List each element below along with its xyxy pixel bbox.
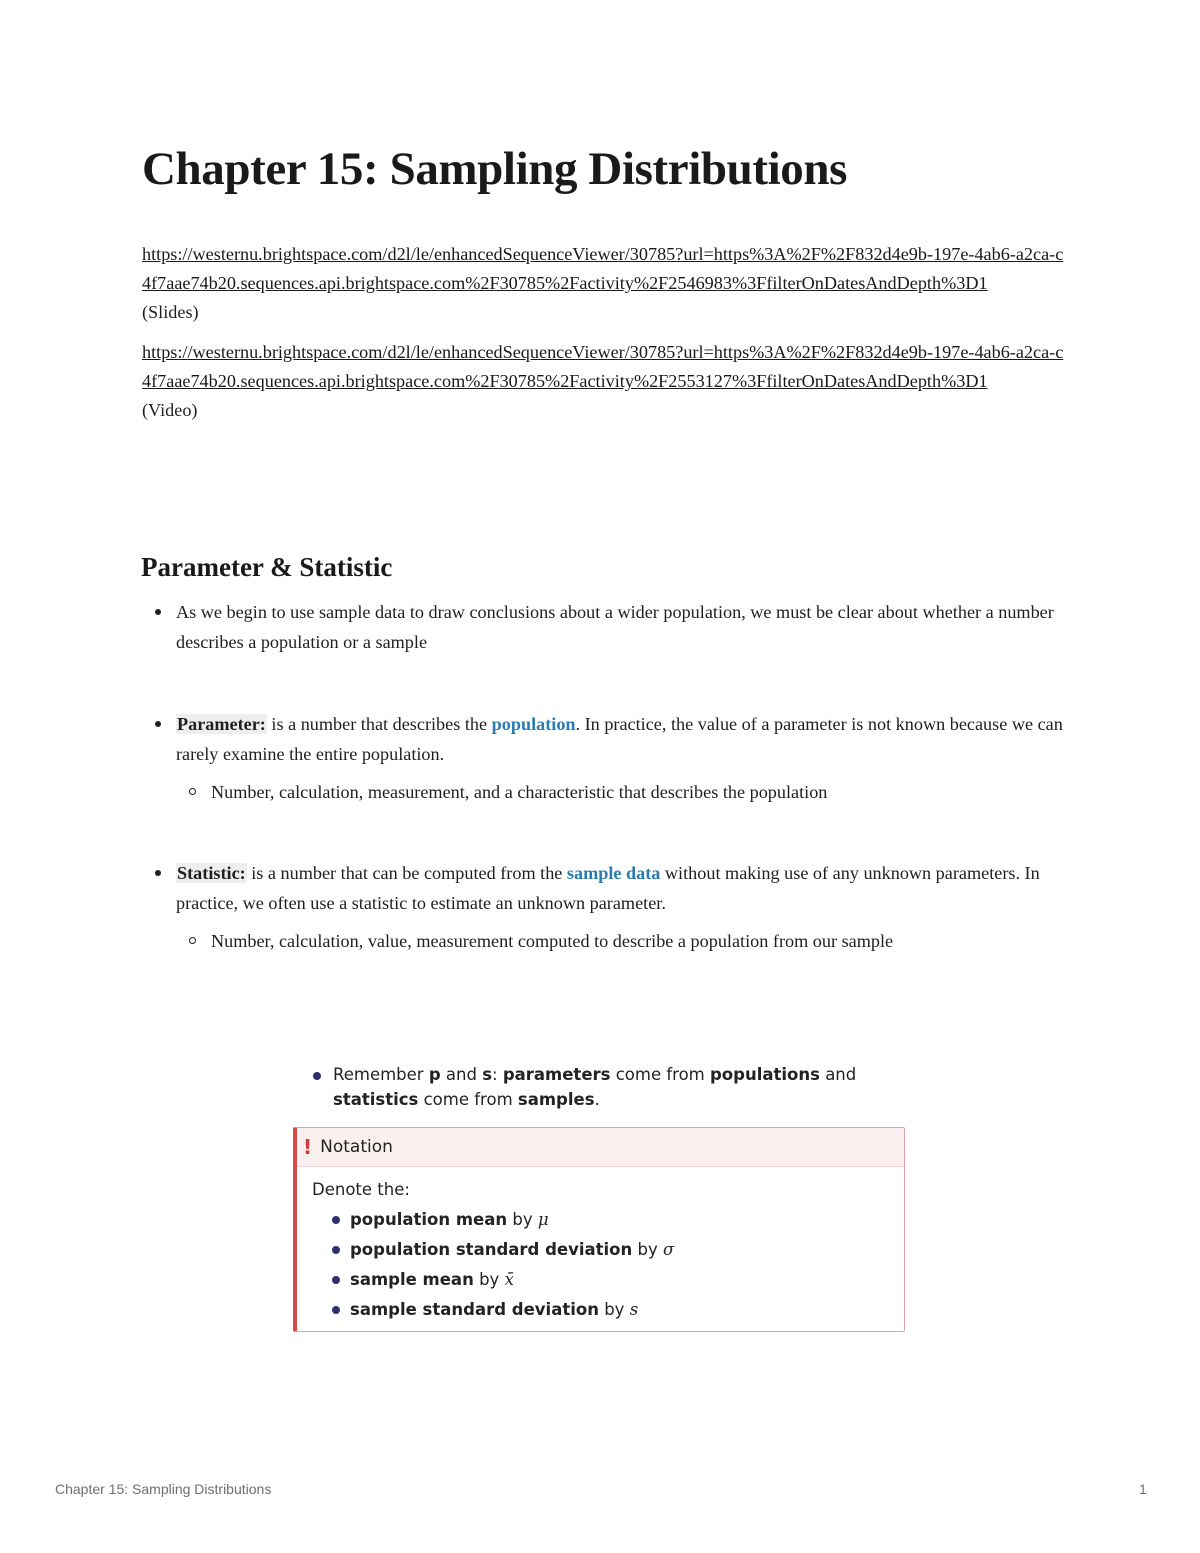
notation-item: population mean by μ <box>312 1205 904 1235</box>
footer-title: Chapter 15: Sampling Distributions <box>55 1481 272 1497</box>
slides-label: (Slides) <box>142 302 199 322</box>
statistic-highlight: sample data <box>566 863 661 883</box>
parameter-text-a: is a number that describes the <box>266 714 492 734</box>
notation-header <box>297 1128 904 1167</box>
bullet-dot-icon <box>332 1246 340 1254</box>
parameter-sub-bullet <box>142 777 1072 807</box>
slides-link-block <box>142 240 1067 327</box>
exclamation-icon: ! <box>303 1135 313 1159</box>
intro-bullet <box>142 597 1072 657</box>
video-link[interactable]: https://westernu.brightspace.com/d2l/le/enhancedSequenceViewer/30785?url=https%3A%2F%2F832d4e9b-197e-4ab6-a2ca-c4f7aae74b20.sequences.api.brightspace.com%2F30785%2Factivity%2F2553127%3FfilterOnDatesAndDepth%3D1 <box>142 342 1064 391</box>
page-title: Chapter 15: Sampling Distributions <box>142 143 848 195</box>
notation-item: sample standard deviation by s <box>312 1295 904 1325</box>
statistic-text-a: is a number that can be computed from the <box>246 863 567 883</box>
parameter-text-b: . In practice, the value of a parameter is not known because we can rarely examine the entire population. <box>176 714 1063 764</box>
statistic-sub-bullet <box>142 926 1072 956</box>
bullet-dot-icon <box>332 1306 340 1314</box>
statistic-text-b: without making use of any unknown parameters. In practice, we often use a statistic to estimate an unknown parameter. <box>176 863 1040 913</box>
parameter-bullet <box>142 709 1072 769</box>
video-link-block <box>142 338 1067 425</box>
video-label: (Video) <box>142 400 198 420</box>
notation-box <box>293 1127 905 1332</box>
bullet-dot-icon <box>332 1216 340 1224</box>
section-heading: Parameter & Statistic <box>141 552 393 582</box>
denote-label: Denote the: <box>312 1180 410 1199</box>
bullet-dot-icon <box>313 1072 321 1080</box>
slides-link[interactable]: https://westernu.brightspace.com/d2l/le/enhancedSequenceViewer/30785?url=https%3A%2F%2F832d4e9b-197e-4ab6-a2ca-c4f7aae74b20.sequences.api.brightspace.com%2F30785%2Factivity%2F2546983%3FfilterOnDatesAndDepth%3D1 <box>142 244 1064 293</box>
parameter-term: Parameter: <box>177 714 266 734</box>
statistic-bullet <box>142 858 1072 918</box>
notation-title: Notation <box>320 1137 393 1157</box>
parameter-sub-text: Number, calculation, measurement, and a characteristic that describes the population <box>211 782 828 802</box>
notation-item: population standard deviation by σ <box>312 1235 904 1265</box>
resource-links <box>142 240 1067 436</box>
bullet-dot-icon <box>332 1276 340 1284</box>
intro-text: As we begin to use sample data to draw conclusions about a wider population, we must be clear about whether a number describes a population or a sample <box>176 602 1054 652</box>
statistic-sub-text: Number, calculation, value, measurement computed to describe a population from our sample <box>211 931 894 951</box>
notation-body <box>297 1167 904 1325</box>
section-content <box>142 597 1072 956</box>
notation-slide-image <box>293 1062 909 1337</box>
notation-item: sample mean by x̄ <box>312 1265 904 1295</box>
page-number: 1 <box>1139 1481 1147 1497</box>
parameter-highlight: population <box>491 714 576 734</box>
statistic-term: Statistic: <box>177 863 246 883</box>
remember-bullet: Remember p and s: parameters come from populations and statistics come from samples. <box>293 1062 909 1112</box>
